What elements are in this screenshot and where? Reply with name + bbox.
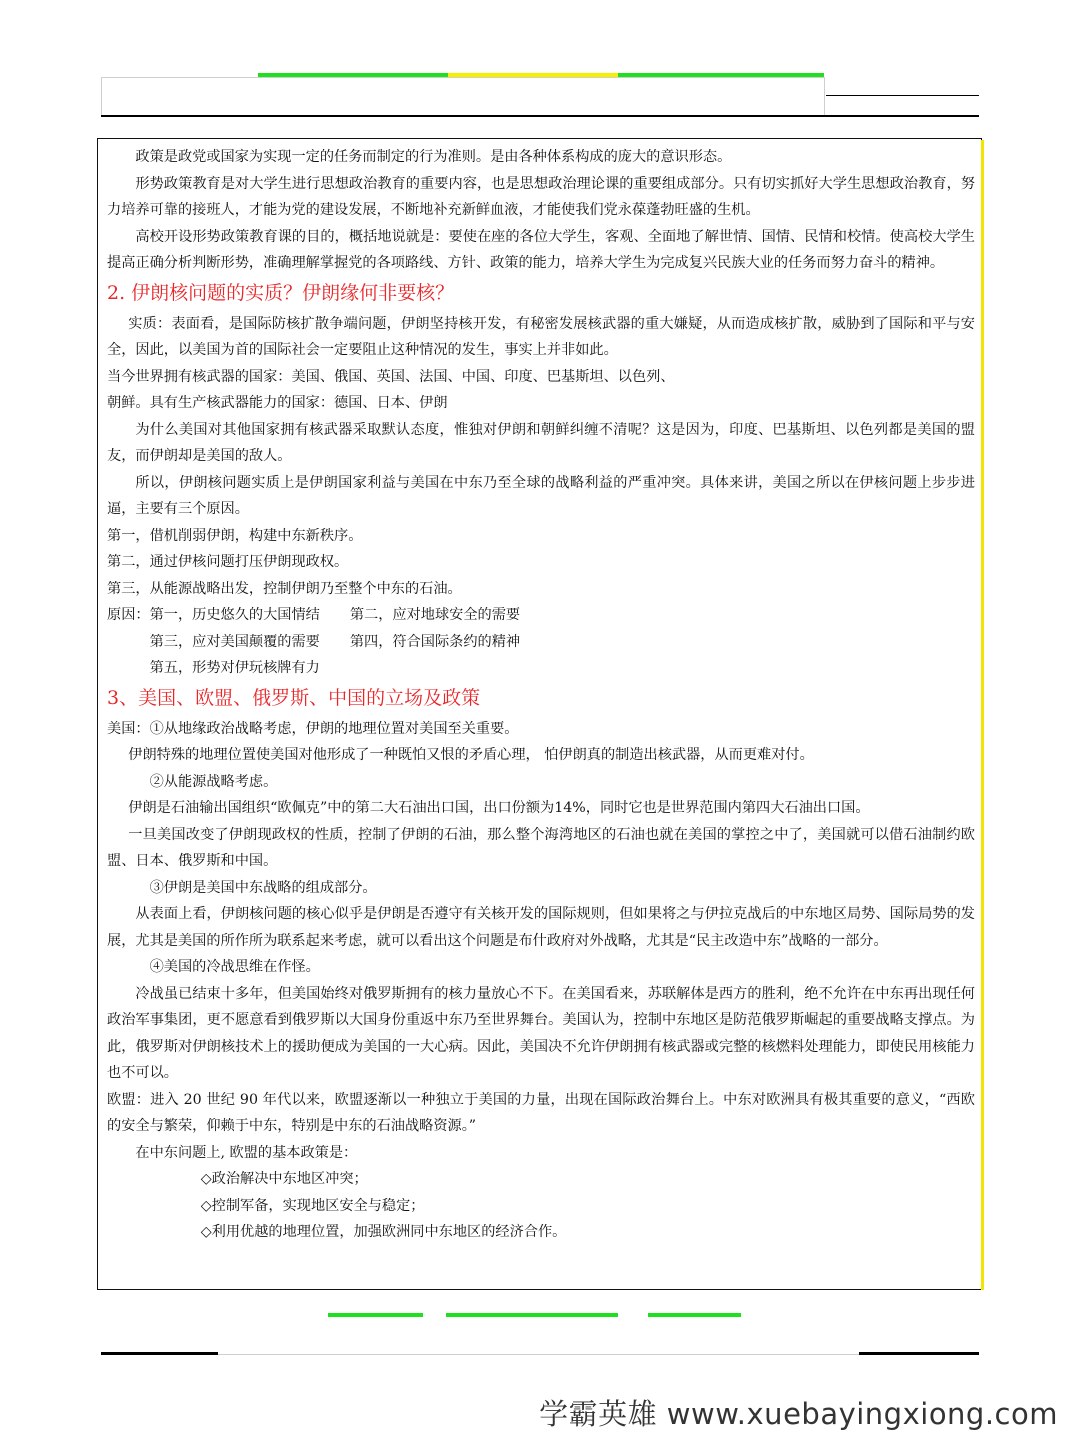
footer-rule-middle: [218, 1354, 859, 1355]
paragraph: 高校开设形势政策教育课的目的，概括地说就是：要使在座的各位大学生，客观、全面地了解世情、国情、民情和校情。使高校大学生提高正确分析判断形势，准确理解掌握党的各项路线、方针、政策的能力，培养大学生为完成复兴民族大业的任务而努力奋斗的精神。: [107, 228, 975, 271]
reasons-row-2: [107, 629, 975, 656]
header-frame: [101, 77, 825, 115]
footer-green-bar-3: [648, 1313, 741, 1317]
footer-green-bar-1: [328, 1313, 423, 1317]
reason-item: 第四，符合国际条约的精神: [349, 633, 521, 650]
paragraph: 当今世界拥有核武器的国家：美国、俄国、英国、法国、中国、印度、巴基斯坦、以色列、: [107, 368, 675, 385]
paragraph: 欧盟：进入 20 世纪 90 年代以来，欧盟逐渐以一种独立于美国的力量，出现在国际政治舞台上。中东对欧洲具有极其重要的意义，“西欧的安全与繁荣，仰赖于中东，特别是中东的石油战略资源。”: [107, 1091, 975, 1134]
bullet-item: ◇利用优越的地理位置，加强欧洲同中东地区的经济合作。: [200, 1224, 567, 1240]
content-frame-yellow-edge: [981, 140, 984, 1290]
paragraph: 实质：表面看，是国际防核扩散争端问题，伊朗坚持核开发，有秘密发展核武器的重大嫌疑，从而造成核扩散，威胁到了国际和平与安全，因此，以美国为首的国际社会一定要阻止这种情况的发生，事实上并非如此。: [107, 315, 975, 358]
footer-rule-right: [859, 1352, 979, 1355]
paragraph: 美国：①从地缘政治战略考虑，伊朗的地理位置对美国至关重要。: [107, 720, 519, 737]
paragraph: 为什么美国对其他国家拥有核武器采取默认态度，惟独对伊朗和朝鲜纠缠不清呢？这是因为，印度、巴基斯坦、以色列都是美国的盟友，而伊朗却是美国的敌人。: [107, 421, 975, 464]
header-rule-short: [826, 95, 979, 96]
reasons-row-1: [107, 602, 975, 629]
watermark: 学霸英雄 www.xuebayingxiong.com: [539, 1397, 1058, 1431]
paragraph: 在中东问题上, 欧盟的基本政策是：: [135, 1144, 358, 1161]
paragraph: 朝鲜。具有生产核武器能力的国家：德国、日本、伊朗: [107, 395, 448, 411]
bullet-item: ◇控制军备，实现地区安全与稳定；: [200, 1197, 425, 1214]
paragraph: ②从能源战略考虑。: [149, 773, 278, 790]
list-item: 第二，通过伊核问题打压伊朗现政权。: [107, 554, 349, 570]
section-heading-2: 2. 伊朗核问题的实质？伊朗缘何非要核？: [107, 281, 455, 304]
paragraph: 一旦美国改变了伊朗现政权的性质，控制了伊朗的石油，那么整个海湾地区的石油也就在美国的掌控之中了，美国就可以借石油制约欧盟、日本、俄罗斯和中国。: [107, 826, 975, 869]
paragraph: 从表面上看，伊朗核问题的核心似乎是伊朗是否遵守有关核开发的国际规则，但如果将之与伊拉克战后的中东地区局势、国际局势的发展，尤其是美国的所作所为联系起来考虑，就可以看出这个问题是布什政府对外战略，尤其是“民主改造中东”战略的一部分。: [107, 906, 975, 949]
paragraph: 政策是政党或国家为实现一定的任务而制定的行为准则。是由各种体系构成的庞大的意识形态。: [135, 149, 732, 165]
paragraph: 伊朗是石油输出国组织“欧佩克”中的第二大石油出口国，出口份额为14%，同时它也是世界范围内第四大石油出口国。: [128, 800, 870, 816]
reason-item: 原因：第一，历史悠久的大国情结: [107, 607, 320, 623]
reason-item: 第三，应对美国颠覆的需要: [149, 633, 320, 650]
list-item: 第三，从能源战略出发，控制伊朗乃至整个中东的石油。: [107, 580, 462, 597]
paragraph: ④美国的冷战思维在作怪。: [149, 959, 320, 975]
header-rule-full: [101, 115, 979, 117]
reason-item: 第二，应对地球安全的需要: [349, 607, 521, 623]
footer-green-bar-2: [446, 1313, 618, 1317]
paragraph: 伊朗特殊的地理位置使美国对他形成了一种既怕又恨的矛盾心理， 怕伊朗真的制造出核武器，从而更难对付。: [128, 747, 814, 763]
paragraph: 形势政策教育是对大学生进行思想政治教育的重要内容，也是思想政治理论课的重要组成部分。只有切实抓好大学生思想政治教育，努力培养可靠的接班人，才能为党的建设发展，不断地补充新鲜血液，才能使我们党永葆蓬勃旺盛的生机。: [107, 175, 975, 218]
bullet-item: ◇政治解决中东地区冲突；: [200, 1171, 368, 1187]
list-item: 第一，借机削弱伊朗，构建中东新秩序。: [107, 527, 363, 544]
document-body: [107, 144, 975, 1246]
paragraph: 所以，伊朗核问题实质上是伊朗国家利益与美国在中东乃至全球的战略利益的严重冲突。具体来讲，美国之所以在伊核问题上步步进逼，主要有三个原因。: [107, 474, 975, 517]
paragraph: ③伊朗是美国中东战略的组成部分。: [149, 879, 377, 896]
paragraph: 冷战虽已结束十多年，但美国始终对俄罗斯拥有的核力量放心不下。在美国看来，苏联解体是西方的胜利，绝不允许在中东再出现任何政治军事集团，更不愿意看到俄罗斯以大国身份重返中东乃至世界舞台。美国认为，控制中东地区是防范俄罗斯崛起的重要战略支撑点。为此，俄罗斯对伊朗核技术上的援助便成为美国的一大心病。因此，美国决不允许伊朗拥有核武器或完整的核燃料处理能力，即使民用核能力也不可以。: [107, 985, 975, 1081]
section-heading-3: 3、美国、欧盟、俄罗斯、中国的立场及政策: [107, 686, 481, 709]
reason-item: 第五，形势对伊玩核牌有力: [149, 660, 320, 676]
footer-rule-left: [101, 1352, 218, 1355]
